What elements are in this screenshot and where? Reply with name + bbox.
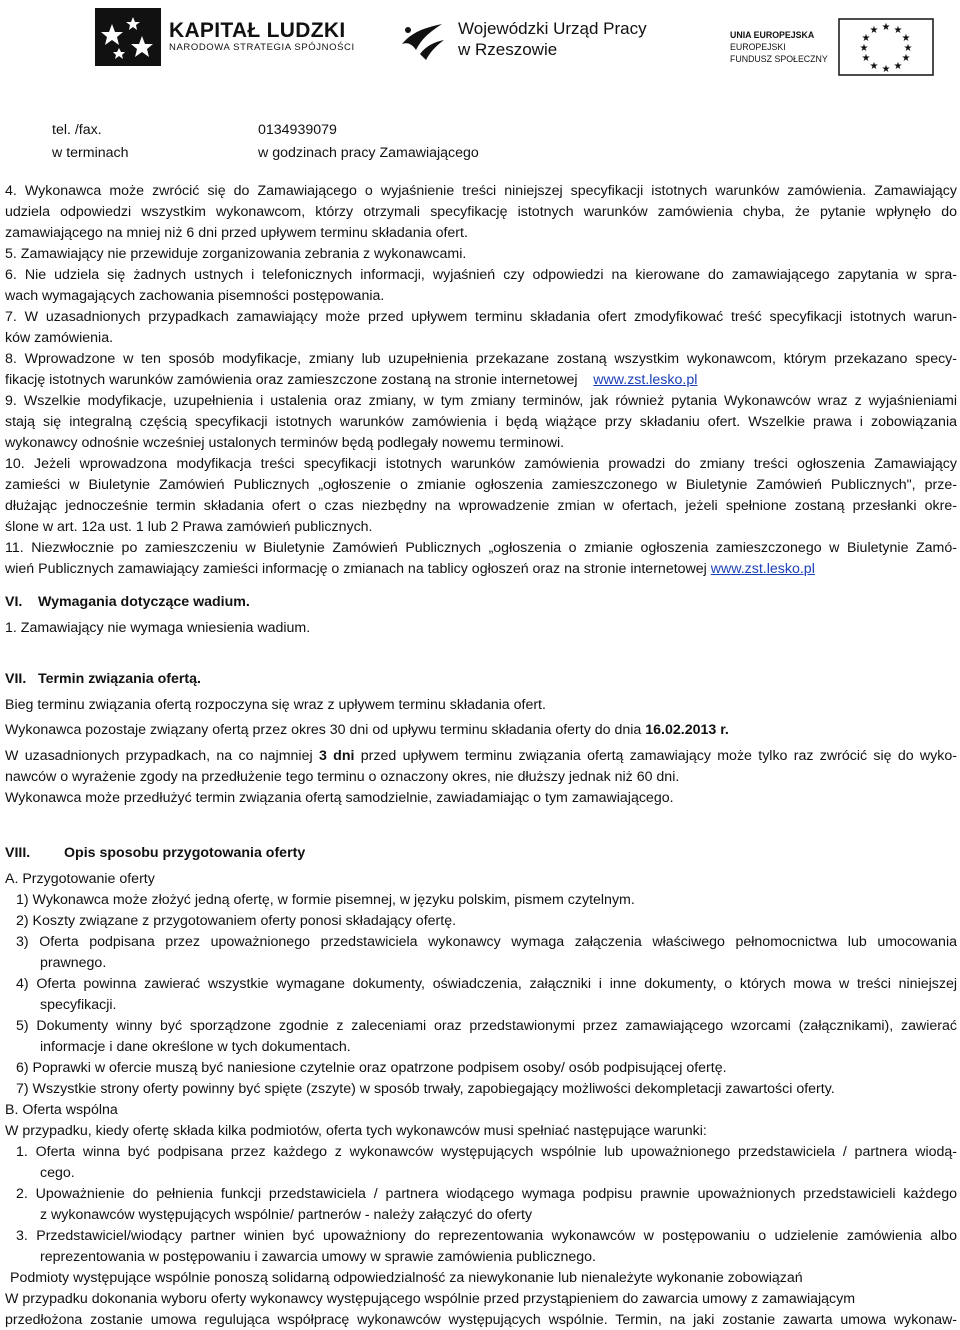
svg-text:★: ★ bbox=[903, 43, 913, 54]
section-vii-line-4: nawców o wyrażenie zgody na przedłużenie tego terminu o oznaczony okres, nie dłuższy jednak niż 60 dni. bbox=[5, 769, 680, 785]
p10-line-4: ślone w art. 12a ust. 1 lub 2 Prawa zamówień publicznych. bbox=[5, 519, 373, 535]
section-vii-line-3 bbox=[5, 746, 957, 766]
b-item-1-line-1: 1. Oferta winna być podpisana przez każdego z wykonawców występujących wspólnie lub upoważnionego przedstawiciela / partnera wiodą- bbox=[16, 1144, 957, 1160]
p11-website-link[interactable]: www.zst.lesko.pl bbox=[710, 561, 815, 577]
wup-bird-icon bbox=[398, 14, 448, 64]
joint-contract-line-1: W przypadku dokonania wyboru oferty wykonawcy występującego wspólnie przed przystąpieniem do zawarcia umowy z zamawiającym bbox=[5, 1291, 856, 1307]
p11-line-2 bbox=[5, 559, 815, 579]
p4-line-3: zamawiającego na mniej niż 6 dni przed upływem terminu składania ofert. bbox=[5, 225, 468, 241]
section-vii-line-5: Wykonawca może przedłużyć termin związania ofertą samodzielnie, zawiadamiając o tym zamawiającego. bbox=[5, 790, 674, 806]
section-a-title: A. Przygotowanie oferty bbox=[5, 871, 155, 887]
svg-text:★: ★ bbox=[901, 33, 911, 44]
section-vii-number: VII. bbox=[5, 671, 27, 687]
a-item-5-line-1: 5) Dokumenty winny być sporządzone zgodnie z zaleceniami oraz przedstawionymi przez zamawiającego wzorcami (załącznikami), zawierać bbox=[16, 1018, 957, 1034]
svg-text:★: ★ bbox=[881, 64, 891, 75]
a-item-1: 1) Wykonawca może złożyć jedną ofertę, w formie pisemnej, w języku polskim, pismem czytelnym. bbox=[16, 892, 635, 908]
a-item-3-line-2: prawnego. bbox=[40, 955, 107, 971]
kapital-ludzki-logo bbox=[95, 8, 355, 66]
wup-line-2: w Rzeszowie bbox=[458, 40, 558, 59]
a-item-4-line-1: 4) Oferta powinna zawierać wszystkie wymagane dokumenty, oświadczenia, załączniki i inne dokumenty, o których mowa w treści niniejszej bbox=[16, 976, 957, 992]
kapital-ludzki-subtitle: NARODOWA STRATEGIA SPÓJNOŚCI bbox=[169, 42, 355, 53]
eu-line-1: UNIA EUROPEJSKA bbox=[730, 30, 815, 40]
hours-value: w godzinach pracy Zamawiającego bbox=[258, 145, 479, 161]
tel-value: 0134939079 bbox=[258, 122, 337, 138]
p11-line-1: 11. Niezwłocznie po zamieszczeniu w Biuletynie Zamówień Publicznych „ogłoszenia o zmianie ogłoszenia zamieszczonego w Biuletynie Zamó- bbox=[5, 540, 957, 556]
p7-line-2: ków zamówienia. bbox=[5, 330, 114, 346]
section-b-title: B. Oferta wspólna bbox=[5, 1102, 118, 1118]
section-vii-line-3-b: przed upływem terminu związania ofertą zamawiający może tylko raz zwrócić się do wyko- bbox=[360, 748, 957, 764]
section-vii-line-1: Bieg terminu związania ofertą rozpoczyna się wraz z upływem terminu składania ofert. bbox=[5, 697, 546, 713]
a-item-7: 7) Wszystkie strony oferty powinny być spięte (zszyte) w sposób trwały, zapobiegający możliwości dekompletacji zawartości oferty. bbox=[16, 1081, 835, 1097]
a-item-5-line-2: informacje i dane określone w tych dokumentach. bbox=[40, 1039, 351, 1055]
p9-line-1: 9. Wszelkie modyfikacje, uzupełnienia i ustalenia oraz zmiany, w tym zmiany terminów, jak również pytania Wykonawców wraz z wyjaśnieniami bbox=[5, 393, 957, 409]
svg-text:★: ★ bbox=[881, 22, 891, 33]
eu-line-2: EUROPEJSKI bbox=[730, 42, 786, 52]
p4-line-1: 4. Wykonawca może zwrócić się do Zamawiającego o wyjaśnienie treści niniejszej specyfikacji istotnych warunków zamówienia. Zamawiający bbox=[5, 183, 957, 199]
b-item-2-line-2: z wykonawców występujących wspólnie/ partnerów - należy załączyć do oferty bbox=[40, 1207, 533, 1223]
kapital-ludzki-emblem-icon bbox=[95, 8, 161, 66]
section-b-intro: W przypadku, kiedy ofertę składa kilka podmiotów, oferta tych wykonawców musi spełniać następujące warunki: bbox=[5, 1123, 707, 1139]
p10-line-1: 10. Jeżeli wprowadzona modyfikacja treści specyfikacji istotnych warunków zamówienia prowadzi do zmiany treści ogłoszenia Zamawiający bbox=[5, 456, 957, 472]
wup-line-1: Wojewódzki Urząd Pracy bbox=[458, 19, 647, 38]
section-vii-heading: Termin związania ofertą. bbox=[38, 671, 201, 687]
svg-text:★: ★ bbox=[893, 25, 903, 36]
section-vi-line-1: 1. Zamawiający nie wymaga wniesienia wadium. bbox=[5, 620, 311, 636]
p10-line-2: zamieści w Biuletynie Zamówień Publicznych „ogłoszenie o zmianie ogłoszenia zamieszczonego w Biuletynie Zamówień Publicznych", prze- bbox=[5, 477, 957, 493]
p8-line-2-text: fikację istotnych warunków zamówienia oraz zamieszczone zostaną na stronie internetowej bbox=[5, 372, 578, 388]
wup-rzeszow-logo bbox=[398, 14, 647, 64]
section-vii-line-2-text: Wykonawca pozostaje związany ofertą przez okres 30 dni od upływu terminu składania oferty do dnia bbox=[5, 722, 642, 738]
binding-date: 16.02.2013 r. bbox=[645, 722, 729, 738]
section-viii-heading: Opis sposobu przygotowania oferty bbox=[64, 845, 306, 861]
eu-logo bbox=[730, 18, 934, 76]
p4-line-2: udziela odpowiedzi wszystkim wykonawcom, którzy otrzymali specyfikację istotnych warunków zamówienia chyba, że pytanie wpłynęło do bbox=[5, 204, 957, 220]
a-item-6: 6) Poprawki w ofercie muszą być naniesione czytelnie oraz opatrzone podpisem osoby/ osób podpisującej ofertę. bbox=[16, 1060, 727, 1076]
section-vi-heading: Wymagania dotyczące wadium. bbox=[38, 594, 250, 610]
b-item-2-line-1: 2. Upoważnienie do pełnienia funkcji przedstawiciela / partnera wiodącego wymaga podpisu prawnie upoważnionych przedstawicieli każdego bbox=[16, 1186, 957, 1202]
svg-text:★: ★ bbox=[861, 33, 871, 44]
p10-line-3: dłużając jednocześnie termin składania ofert o czas niezbędny na wprowadzenie zmian w ofertach, jeżeli spełnione zostaną przesłanki okre- bbox=[5, 498, 957, 514]
b-item-3-line-2: reprezentowania w postępowaniu i zawarcia umowy w sprawie zamówienia publicznego. bbox=[40, 1249, 596, 1265]
a-item-2: 2) Koszty związane z przygotowaniem oferty ponosi składający ofertę. bbox=[16, 913, 457, 929]
p8-line-2 bbox=[5, 370, 697, 390]
svg-text:★: ★ bbox=[859, 43, 869, 54]
p6-line-1: 6. Nie udziela się żadnych ustnych i telefonicznych informacji, wyjaśnień czy odpowiedzi na kierowane do zamawiającego zapytania w spra- bbox=[5, 267, 957, 283]
svg-text:★: ★ bbox=[901, 53, 911, 64]
p9-line-2: stają się integralną częścią specyfikacji istotnych warunków zamówienia i będą wiążące przy składaniu ofert. Wszelkie prawa i zobowiązania bbox=[5, 414, 957, 430]
p11-line-2-text: wień Publicznych zamawiający zamieści informację o zmianach na tablicy ogłoszeń oraz na stronie internetowej bbox=[5, 561, 707, 577]
eu-line-3: FUNDUSZ SPOŁECZNY bbox=[730, 54, 828, 64]
tel-label: tel. /fax. bbox=[52, 122, 102, 138]
a-item-4-line-2: specyfikacji. bbox=[40, 997, 117, 1013]
p8-website-link[interactable]: www.zst.lesko.pl bbox=[593, 372, 698, 388]
hours-label: w terminach bbox=[52, 145, 129, 161]
a-item-3-line-1: 3) Oferta podpisana przez upoważnionego przedstawiciela wykonawcy wymaga załączenia właściwego pełnomocnictwa lub umocowania bbox=[16, 934, 957, 950]
header-logos bbox=[0, 0, 960, 80]
section-vii-line-3-a: W uzasadnionych przypadkach, na co najmniej bbox=[5, 748, 313, 764]
svg-text:★: ★ bbox=[861, 53, 871, 64]
svg-text:★: ★ bbox=[869, 61, 879, 72]
p7-line-1: 7. W uzasadnionych przypadkach zamawiający może przed upływem terminu składania ofert zmodyfikować treść specyfikacji istotnych warun- bbox=[5, 309, 957, 325]
section-vii-days: 3 dni bbox=[318, 748, 355, 764]
svg-text:★: ★ bbox=[893, 61, 903, 72]
eu-flag-icon bbox=[838, 18, 934, 76]
b-item-1-line-2: cego. bbox=[40, 1165, 75, 1181]
kapital-ludzki-title: KAPITAŁ LUDZKI bbox=[169, 19, 346, 42]
p9-line-3: wykonawcy odnośnie wcześniej ustalonych terminów będą podlegały nowemu terminowi. bbox=[5, 435, 565, 451]
joint-liability-line: Podmioty występujące wspólnie ponoszą solidarną odpowiedzialność za niewykonanie lub nienależyte wykonanie zobowiązań bbox=[10, 1270, 803, 1286]
p8-line-1: 8. Wprowadzone w ten sposób modyfikacje, zmiany lub uzupełnienia przekazane zostaną wszystkim wykonawcom, którym przekazano specy- bbox=[5, 351, 957, 367]
svg-text:★: ★ bbox=[869, 25, 879, 36]
joint-contract-line-2: przedłożona zostanie umowa regulująca współpracę wykonawców występujących wspólnie. Termin, na jaki zostanie zawarta umowa wykonaw- bbox=[5, 1312, 957, 1328]
p5-line: 5. Zamawiający nie przewiduje zorganizowania zebrania z wykonawcami. bbox=[5, 246, 467, 262]
section-viii-number: VIII. bbox=[5, 845, 31, 861]
section-vi-number: VI. bbox=[5, 594, 23, 610]
b-item-3-line-1: 3. Przedstawiciel/wiodący partner winien być upoważniony do reprezentowania wykonawców w postępowaniu o udzielenie zamówienia albo bbox=[16, 1228, 957, 1244]
p6-line-2: wach wymagających zachowania pisemności postępowania. bbox=[5, 288, 385, 304]
section-vii-line-2 bbox=[5, 720, 729, 740]
